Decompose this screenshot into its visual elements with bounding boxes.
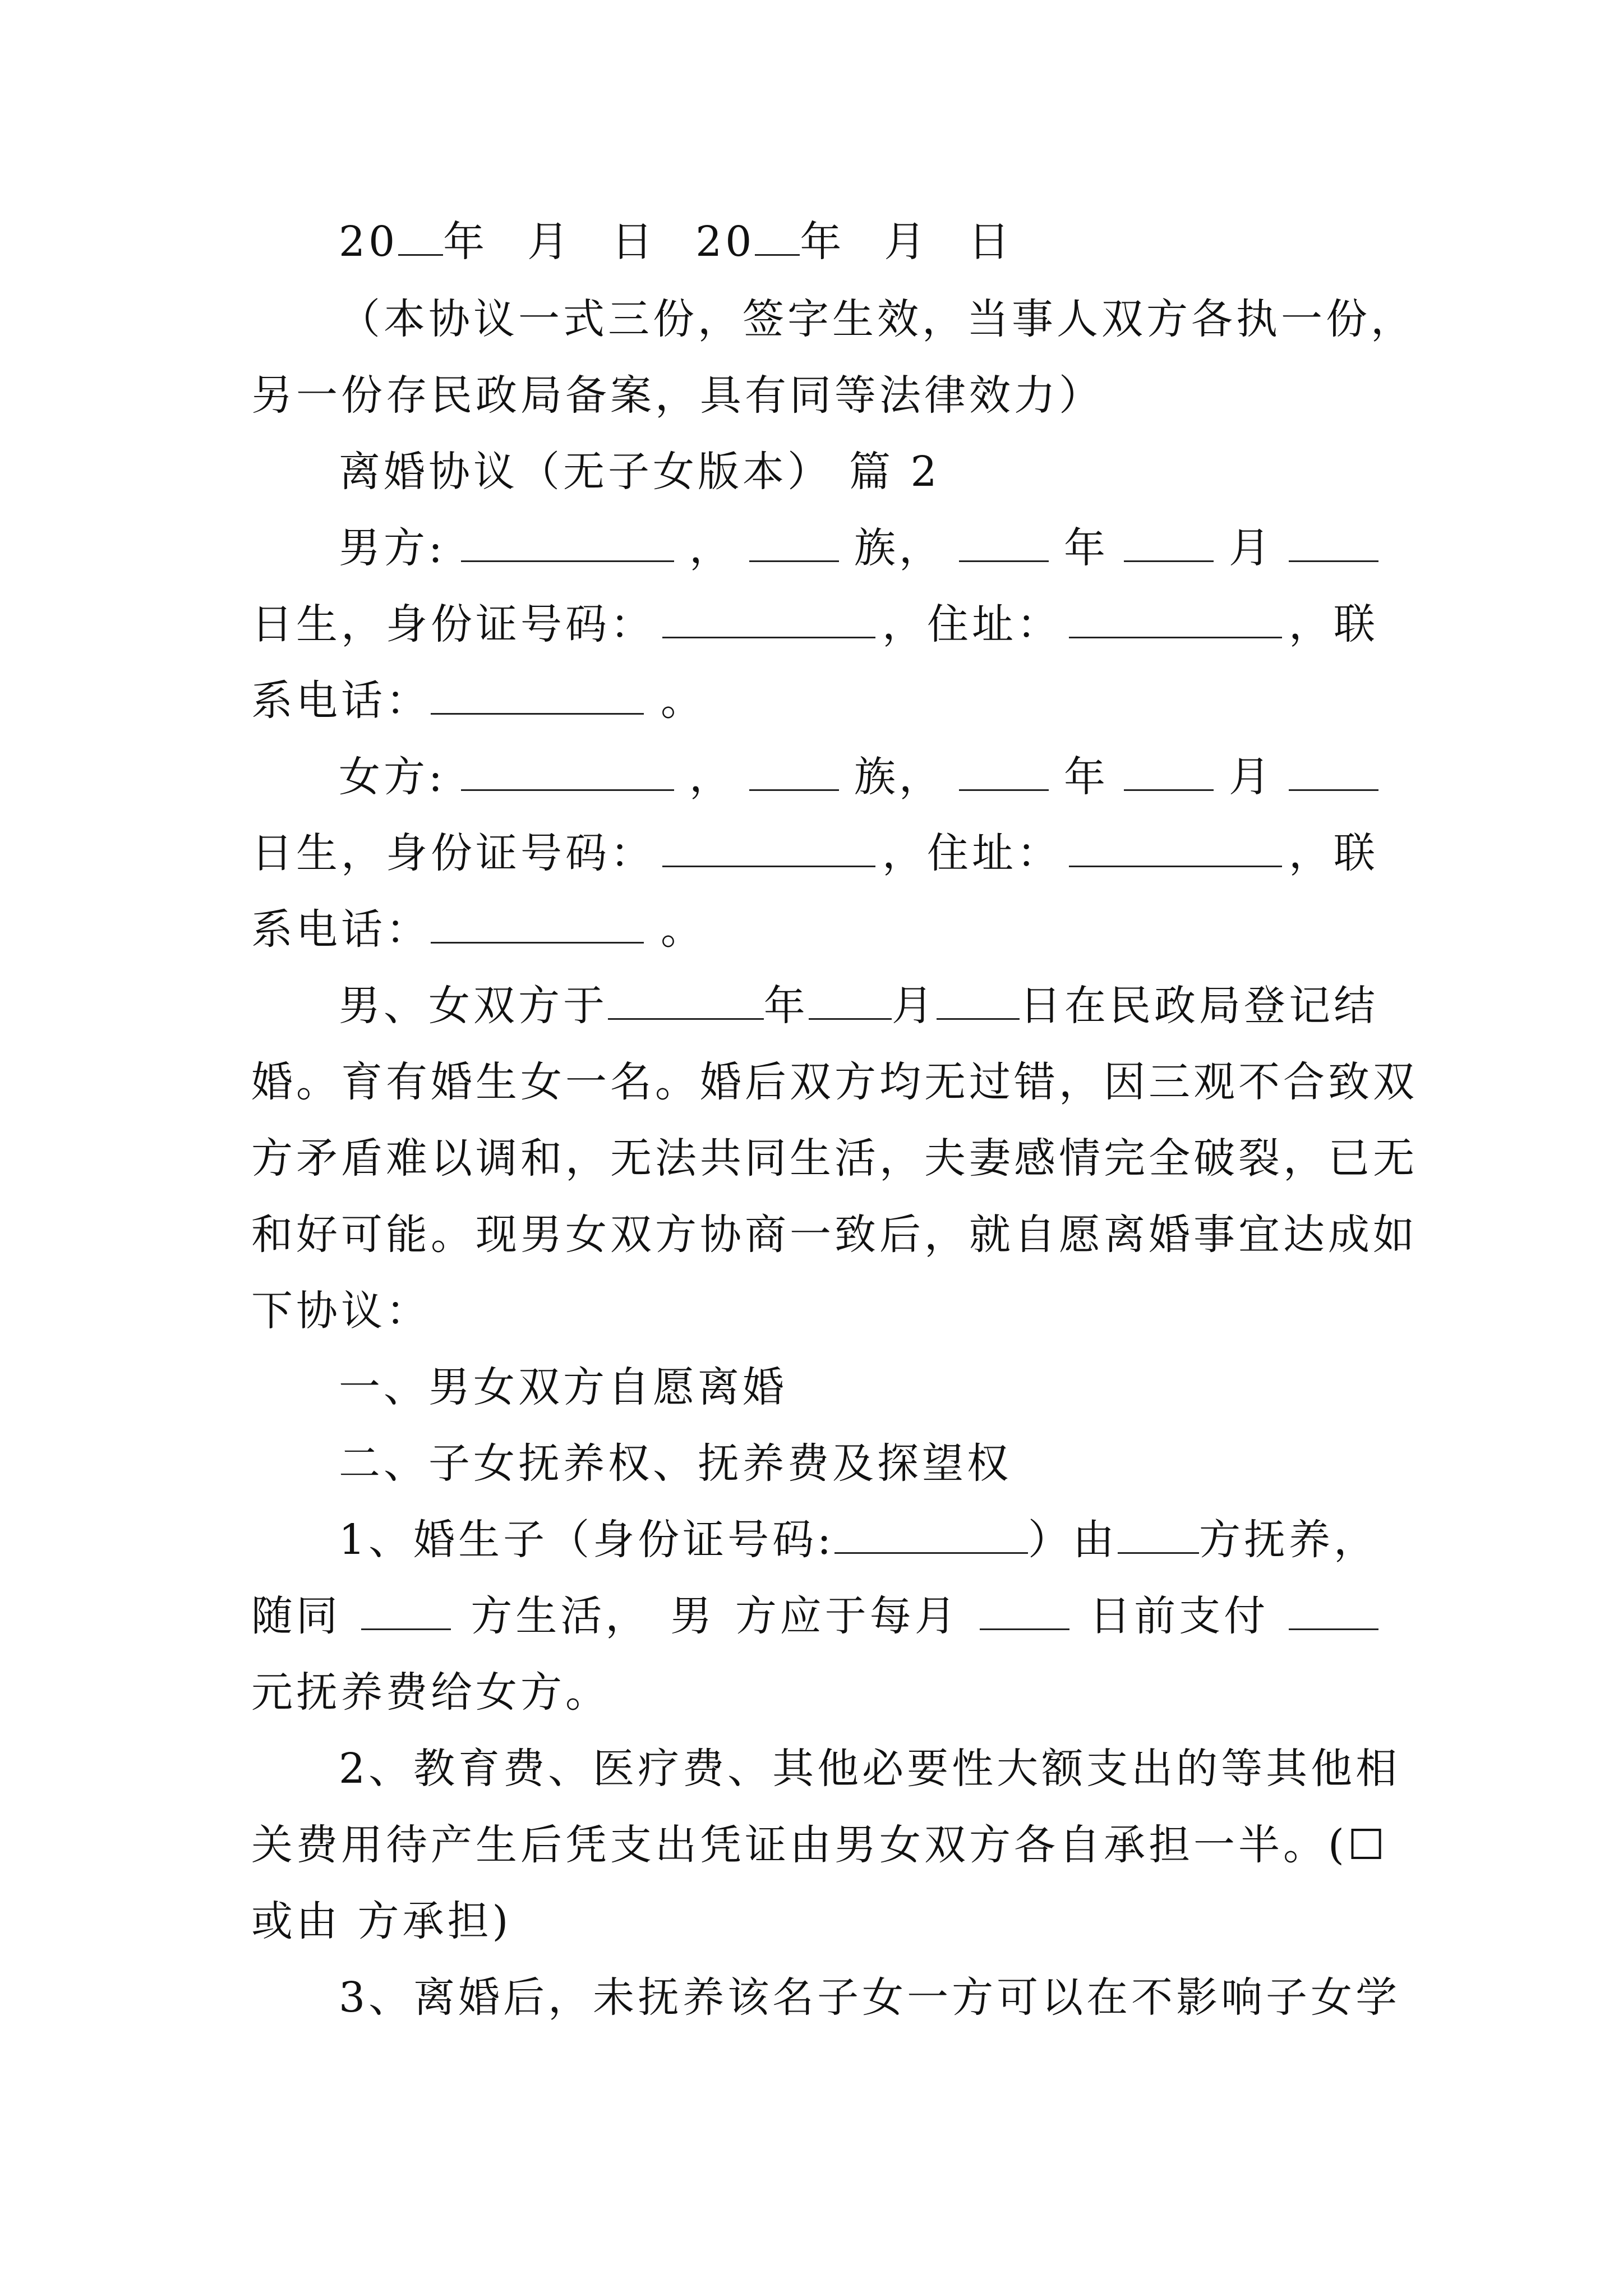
payment-amount-blank: [1289, 1589, 1378, 1630]
male-info-line-1: [339, 515, 1378, 581]
month-label-2: 月: [884, 218, 929, 266]
month-label-1: 月: [527, 218, 573, 266]
address-label: ，住址：: [882, 829, 1062, 877]
id-label: 日生，身份证号码：: [251, 600, 655, 648]
male-label: 男方:: [339, 524, 446, 572]
month-label: 月: [1228, 524, 1274, 572]
body-text: 婚。育有婚生女一名。婚后双方均无过错，因三观不合致双: [251, 1058, 1418, 1106]
male-birth-day-blank: [1289, 521, 1378, 562]
year-label: 年: [763, 982, 809, 1030]
living-party-blank: [361, 1589, 451, 1630]
contact-label-start: ，联: [1289, 829, 1378, 877]
female-address-blank: [1069, 826, 1282, 867]
female-birth-day-blank: [1289, 750, 1378, 791]
year-label: 年: [1063, 753, 1109, 801]
custody-item-1: [339, 1507, 1378, 1573]
address-label: ，住址：: [882, 600, 1062, 648]
date-signature-line: [339, 209, 1378, 275]
body-text: 方矛盾难以调和，无法共同生活，夫妻感情完全破裂，已无: [251, 1134, 1418, 1182]
marriage-day-blank: [937, 979, 1020, 1020]
year-label-1: 年: [443, 218, 488, 266]
copies-note-line-1: （本协议一式三份，签字生效，当事人双方各执一份，: [339, 295, 1415, 343]
custody-item-2-line-3: 或由 方承担): [251, 1897, 512, 1945]
section-heading: [339, 439, 1378, 505]
custody-text: 方抚养，: [1199, 1516, 1378, 1564]
male-ethnicity-blank: [749, 521, 839, 562]
year-prefix-1: 20: [339, 218, 399, 266]
year-blank-1: [398, 215, 443, 256]
year-label: 年: [1063, 524, 1109, 572]
copies-note-line-2: 另一份存民政局备案，具有同等法律效力）: [251, 371, 1104, 420]
marriage-month-blank: [809, 979, 892, 1020]
year-label-2: 年: [800, 218, 845, 266]
custody-item-3: 3、离婚后，未抚养该名子女一方可以在不影响子女学: [339, 1973, 1401, 2022]
year-prefix-2: 20: [695, 218, 755, 266]
female-info-line-2: [251, 820, 1378, 886]
registration-text: 男、女双方于: [339, 982, 608, 1030]
custody-item-1-line-3: 元抚养费给女方。: [251, 1668, 610, 1717]
female-id-blank: [662, 826, 875, 867]
child-id-label: 1、婚生子（身份证号码:: [339, 1516, 835, 1564]
male-address-blank: [1069, 597, 1282, 638]
male-info-line-3: [251, 668, 1378, 734]
custody-by-label: ）由: [1027, 1516, 1118, 1564]
male-name-blank: [461, 521, 674, 562]
living-with-label: 随同: [251, 1592, 341, 1640]
year-blank-2: [755, 215, 800, 256]
payment-day-blank: [980, 1589, 1069, 1630]
female-name-blank: [461, 750, 674, 791]
comma: ，: [689, 753, 734, 801]
child-id-blank: [834, 1513, 1028, 1554]
month-label: 月: [891, 982, 937, 1030]
male-phone-blank: [431, 674, 644, 715]
day-label-2: 日: [968, 218, 1013, 266]
female-info-line-3: [251, 896, 1378, 963]
marriage-registration-line: [339, 973, 1378, 1039]
male-id-blank: [662, 597, 875, 638]
marriage-year-blank: [608, 979, 764, 1020]
article-number: 篇 2: [849, 448, 940, 496]
agreement-title: 离婚协议（无子女版本）: [339, 448, 832, 496]
body-text: 下协议：: [251, 1287, 431, 1335]
id-label: 日生，身份证号码：: [251, 829, 655, 877]
payment-before-label: 日前支付: [1089, 1592, 1269, 1640]
female-ethnicity-blank: [749, 750, 839, 791]
female-info-line-1: [339, 744, 1378, 810]
clause-heading-1: 一、男女双方自愿离婚: [339, 1363, 787, 1411]
female-birth-year-blank: [959, 750, 1049, 791]
living-text: 方生活，: [471, 1592, 651, 1640]
body-text: 和好可能。现男女双方协商一致后，就自愿离婚事宜达成如: [251, 1211, 1418, 1259]
custody-item-2: 2、教育费、医疗费、其他必要性大额支出的等其他相: [339, 1745, 1401, 1793]
male-birth-year-blank: [959, 521, 1049, 562]
female-label: 女方:: [339, 753, 446, 801]
day-label-1: 日: [611, 218, 657, 266]
payment-text: 方应于每月: [735, 1592, 960, 1640]
custody-party-blank: [1118, 1513, 1199, 1554]
contact-label-start: ，联: [1289, 600, 1378, 648]
comma: ，: [689, 524, 734, 572]
male-birth-month-blank: [1124, 521, 1214, 562]
male-word: 男: [670, 1592, 716, 1640]
registration-text-end: 日在民政局登记结: [1019, 982, 1378, 1030]
month-label: 月: [1228, 753, 1274, 801]
male-info-line-2: [251, 591, 1378, 657]
clause-heading-2: 二、子女抚养权、抚养费及探望权: [339, 1439, 1012, 1488]
period: 。: [661, 677, 706, 725]
ethnicity-label: 族，: [854, 524, 944, 572]
phone-label: 系电话：: [251, 905, 431, 954]
phone-label: 系电话：: [251, 677, 431, 725]
female-birth-month-blank: [1124, 750, 1214, 791]
ethnicity-label: 族，: [854, 753, 944, 801]
custody-item-1-line-2: [251, 1583, 1378, 1649]
female-phone-blank: [431, 903, 644, 944]
custody-item-2-line-2: 关费用待产生后凭支出凭证由男女双方各自承担一半。(☐: [251, 1821, 1389, 1869]
period: 。: [661, 905, 706, 954]
